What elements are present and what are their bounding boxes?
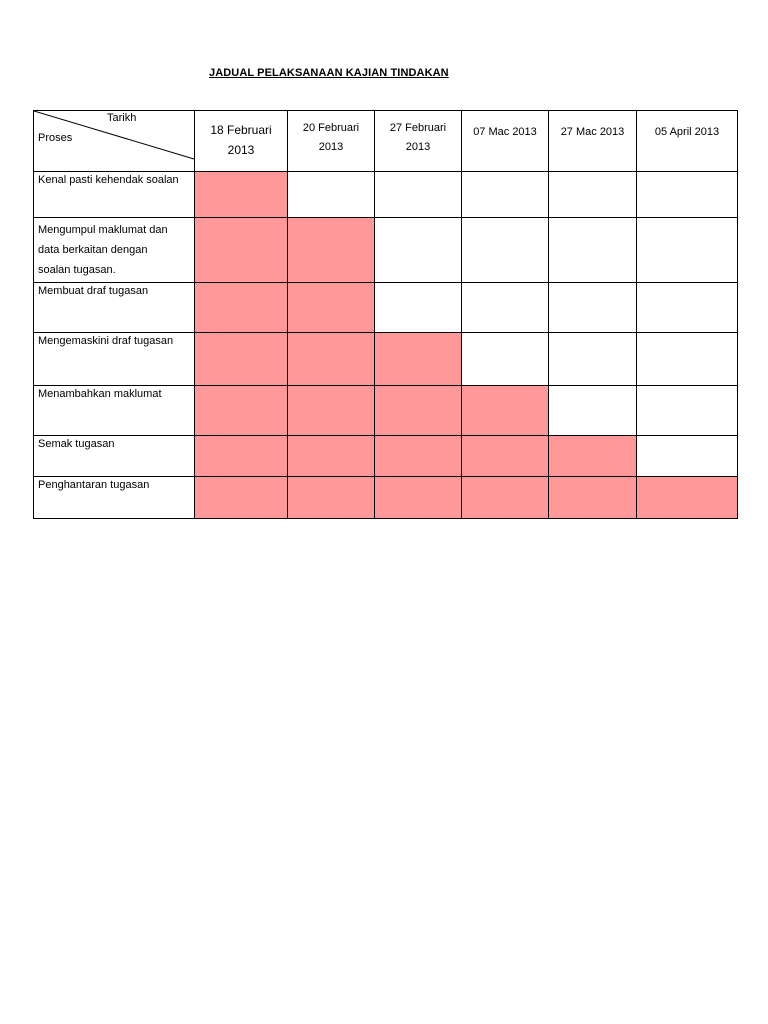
date-header-line1: 27 Februari (389, 122, 447, 134)
date-header-line1: 07 Mac 2013 (473, 126, 537, 138)
process-cell: Semak tugasan (34, 436, 195, 477)
date-header-line2: 2013 (405, 141, 431, 153)
schedule-cell (288, 218, 375, 283)
schedule-cell (549, 477, 637, 519)
schedule-cell (549, 436, 637, 477)
process-line: data berkaitan dengan (38, 244, 148, 256)
schedule-cell (462, 283, 549, 333)
table-row (34, 477, 738, 519)
schedule-cell (637, 283, 738, 333)
date-header-line1: 18 Februari (210, 123, 272, 137)
process-line: Mengumpul maklumat dan (38, 224, 168, 236)
schedule-cell (375, 386, 462, 436)
schedule-cell (637, 172, 738, 218)
schedule-cell (375, 283, 462, 333)
schedule-cell (288, 333, 375, 386)
schedule-cell (195, 283, 288, 333)
schedule-cell (288, 386, 375, 436)
schedule-cell (549, 218, 637, 283)
schedule-cell (375, 477, 462, 519)
date-header-line2: 2013 (318, 141, 344, 153)
schedule-cell (462, 386, 549, 436)
schedule-table (33, 110, 738, 519)
schedule-cell (195, 477, 288, 519)
schedule-cell (637, 333, 738, 386)
date-header (375, 111, 462, 172)
date-header (637, 111, 738, 172)
table-row (34, 172, 738, 218)
schedule-cell (288, 477, 375, 519)
schedule-cell (195, 218, 288, 283)
table-row (34, 333, 738, 386)
schedule-cell (375, 436, 462, 477)
schedule-cell (462, 333, 549, 386)
process-cell: Kenal pasti kehendak soalan (34, 172, 195, 218)
schedule-cell (462, 436, 549, 477)
corner-label-tarikh: Tarikh (107, 112, 137, 124)
schedule-cell (462, 172, 549, 218)
date-header-line2: 2013 (227, 143, 255, 157)
process-cell: Mengemaskini draf tugasan (34, 333, 195, 386)
date-header (195, 111, 288, 172)
schedule-cell (462, 218, 549, 283)
table-row (34, 218, 738, 283)
process-cell: Menambahkan maklumat (34, 386, 195, 436)
schedule-cell (462, 477, 549, 519)
schedule-cell (637, 218, 738, 283)
process-cell: Penghantaran tugasan (34, 477, 195, 519)
corner-header-cell (34, 111, 195, 172)
date-header (462, 111, 549, 172)
schedule-cell (549, 386, 637, 436)
schedule-cell (375, 172, 462, 218)
process-line: soalan tugasan. (38, 264, 116, 276)
corner-label-proses: Proses (38, 132, 73, 144)
table-row (34, 436, 738, 477)
schedule-cell (195, 386, 288, 436)
process-cell (34, 218, 195, 283)
schedule-cell (549, 283, 637, 333)
table-row (34, 283, 738, 333)
schedule-cell (195, 333, 288, 386)
schedule-cell (195, 436, 288, 477)
schedule-cell (375, 333, 462, 386)
process-cell: Membuat draf tugasan (34, 283, 195, 333)
date-header (288, 111, 375, 172)
page-title: JADUAL PELAKSANAAN KAJIAN TINDAKAN (209, 67, 449, 79)
schedule-cell (288, 283, 375, 333)
date-header-line1: 20 Februari (302, 122, 360, 134)
schedule-cell (288, 436, 375, 477)
date-header (549, 111, 637, 172)
schedule-cell (637, 436, 738, 477)
schedule-cell (549, 333, 637, 386)
schedule-cell (637, 386, 738, 436)
schedule-cell (195, 172, 288, 218)
schedule-cell (549, 172, 637, 218)
table-row (34, 386, 738, 436)
header-row (34, 111, 738, 172)
schedule-cell (288, 172, 375, 218)
schedule-cell (375, 218, 462, 283)
date-header-line1: 27 Mac 2013 (560, 126, 625, 138)
date-header-line1: 05 April 2013 (654, 126, 720, 138)
schedule-cell (637, 477, 738, 519)
